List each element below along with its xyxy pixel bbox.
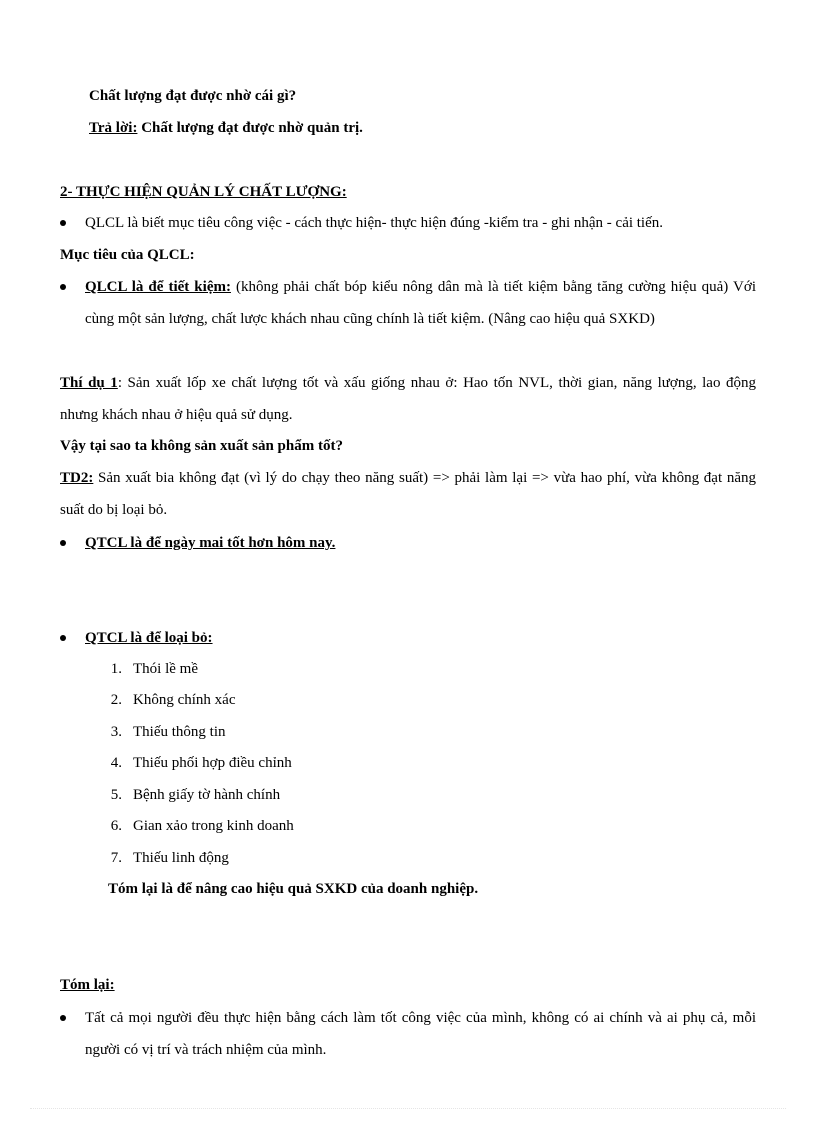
list-number: 7.	[110, 850, 122, 866]
list-number: 4.	[110, 755, 122, 771]
list-number: 6.	[110, 818, 122, 834]
example-2-body: Sản xuất bia không đạt (vì lý do chạy theo năng suất) => phải làm lại => vừa hao phí, vừa không đạt năng suất do bị loại bỏ.	[60, 470, 756, 518]
list-text: Thiếu linh động	[133, 850, 229, 866]
list-text: Thiếu thông tin	[133, 724, 226, 740]
example-2-label: TD2:	[60, 470, 94, 486]
bullet-text-saving	[85, 271, 756, 335]
list-number: 5.	[110, 787, 122, 803]
bullet-text-eliminate: QTCL là để loại bỏ:	[85, 630, 213, 646]
example-2-paragraph	[60, 462, 756, 526]
answer-text: Chất lượng đạt được nhờ quản trị.	[137, 120, 363, 136]
list-text: Thói lề mề	[133, 661, 198, 677]
list-number: 1.	[110, 661, 122, 677]
bullet-dot	[60, 635, 66, 641]
answer-label: Trả lời:	[89, 120, 138, 136]
list-number: 2.	[110, 692, 122, 708]
bullet-dot	[60, 220, 66, 226]
answer-line	[89, 118, 363, 138]
bullet-dot	[60, 540, 66, 546]
list-text: Không chính xác	[133, 692, 236, 708]
question-line: Chất lượng đạt được nhờ cái gì?	[89, 88, 297, 104]
bullet-text-everyone: Tất cả mọi người đều thực hiện bằng cách làm tốt công việc của mình, không có ai chính và ai phụ cả, mỗi người có vị trí và trách nhiệm của mình.	[85, 1010, 756, 1058]
bullet-text-qlcl-definition: QLCL là biết mục tiêu công việc - cách thực hiện- thực hiện đúng -kiểm tra - ghi nhận - cải tiến.	[85, 215, 664, 231]
goals-heading: Mục tiêu của QLCL:	[60, 247, 195, 263]
question-2-line: Vậy tại sao ta không sản xuất sản phẩm tốt?	[60, 438, 343, 454]
conclusion-heading: Tóm lại:	[60, 977, 115, 993]
bullet-saving-body: (không phải chất bóp kiểu nông dân mà là tiết kiệm bằng tăng cường hiệu quả) Với cùng một sản lượng, chất lược khách nhau cũng chính là tiết kiệm. (Nâng cao hiệu quả SXKD)	[85, 279, 756, 327]
summary-line: Tóm lại là để nâng cao hiệu quả SXKD của doanh nghiệp.	[108, 881, 479, 897]
bullet-dot	[60, 284, 66, 290]
list-text: Gian xảo trong kinh doanh	[133, 818, 294, 834]
example-1-body: : Sản xuất lốp xe chất lượng tốt và xấu giống nhau ở: Hao tốn NVL, thời gian, năng lượng, lao động nhưng khách nhau ở hiệu quả sử dụng.	[60, 375, 756, 423]
section-heading: 2- THỰC HIỆN QUẢN LÝ CHẤT LƯỢNG:	[60, 184, 347, 200]
list-number: 3.	[110, 724, 122, 740]
list-text: Bệnh giấy tờ hành chính	[133, 787, 281, 803]
list-text: Thiếu phối hợp điều chỉnh	[133, 755, 292, 771]
example-1-label: Thí dụ 1	[60, 375, 118, 391]
page-bottom-rule	[30, 1108, 786, 1109]
bullet-saving-label: QLCL là để tiết kiệm:	[85, 279, 231, 295]
example-1-paragraph	[60, 367, 756, 431]
bullet-text-tomorrow: QTCL là để ngày mai tốt hơn hôm nay.	[85, 535, 336, 551]
bullet-dot	[60, 1015, 66, 1021]
